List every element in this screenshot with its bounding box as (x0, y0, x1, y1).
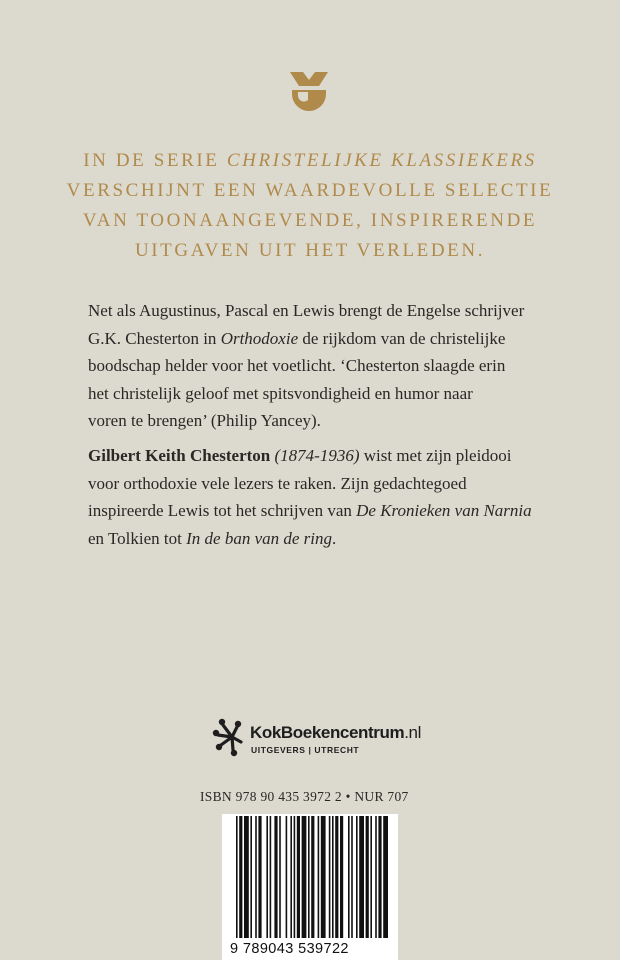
publisher-subtitle: UITGEVERS | UTRECHT (251, 745, 360, 755)
barcode-bar (335, 816, 338, 938)
barcode-bar (294, 816, 296, 938)
barcode-bar (274, 816, 277, 938)
barcode-bar (286, 816, 288, 938)
barcode-bar (356, 816, 358, 938)
author-paragraph: Gilbert Keith Chesterton (1874-1936) wist met zijn pleidooi voor orthodoxie vele lezers te raken. Zijn gedachtegoed inspireerde Lewis tot het schrijven van De Kronieken van Narnia en Tolkien tot In de ban van de ring. (88, 446, 532, 548)
tagline-line-3: VAN TOONAANGEVENDE, INSPIRERENDE (82, 210, 538, 231)
ean-barcode (222, 814, 398, 960)
barcode-bar (383, 816, 388, 938)
barcode-bar (340, 816, 343, 938)
barcode-bar (366, 816, 369, 938)
barcode-bar (279, 816, 281, 938)
book-title: Orthodoxie (220, 328, 299, 348)
barcode-bar (378, 816, 381, 938)
tagline-line-4: UITGAVEN UIT HET VERLEDEN. (134, 240, 486, 261)
barcode-bar (311, 816, 314, 938)
barcode-digits: 9 789043 539722 (230, 941, 349, 957)
barcode-bar (359, 816, 364, 938)
barcode-bar (270, 816, 272, 938)
barcode-bar (266, 816, 268, 938)
publisher-emblem-icon (286, 70, 332, 114)
tagline-line-2: VERSCHIJNT EEN WAARDEVOLLE SELECTIE (66, 180, 554, 201)
barcode-bar (332, 816, 334, 938)
barcode-bar (302, 816, 307, 938)
series-name: CHRISTELIJKE KLASSIEKERS (226, 150, 537, 171)
author-years: (1874-1936) (274, 446, 360, 465)
barcode-bar (318, 816, 320, 938)
barcode-bar (250, 816, 252, 938)
author-name: Gilbert Keith Chesterton (88, 446, 271, 465)
publisher-name: KokBoekencentrum.nl (250, 723, 421, 742)
narnia-title: De Kronieken van Narnia (356, 501, 532, 520)
barcode-bar (321, 816, 326, 938)
barcode-bar (308, 816, 310, 938)
isbn-nur-line: ISBN 978 90 435 3972 2 • NUR 707 (200, 789, 409, 804)
lotr-title: In de ban van de ring (186, 528, 333, 548)
barcode-bar (239, 816, 242, 938)
description-paragraph: Net als Augustinus, Pascal en Lewis brengt de Engelse schrijver G.K. Chesterton in Orthodoxie de rijkdom van de christelijke boodschap helder voor het voetlicht. ‘Chesterton slaagde erin het christelijk geloof met spitsvondigheid en humor naar voren te brengen’ (Philip Yancey). (88, 301, 525, 430)
barcode-bar (351, 816, 353, 938)
series-tagline (60, 146, 560, 266)
barcode-bar (255, 816, 257, 938)
barcode-bar (370, 816, 372, 938)
barcode-bar (236, 816, 238, 938)
barcode-bars (222, 814, 398, 960)
barcode-bar (348, 816, 350, 938)
tagline-line-1: IN DE SERIE CHRISTELIJKE KLASSIEKERS (83, 150, 537, 171)
barcode-bar (297, 816, 300, 938)
barcode-bar (329, 816, 331, 938)
kok-boekencentrum-logo-icon (210, 715, 246, 759)
barcode-bar (258, 816, 261, 938)
barcode-bar (375, 816, 377, 938)
barcode-bar (290, 816, 292, 938)
barcode-bar (244, 816, 249, 938)
publisher-block (210, 715, 450, 759)
